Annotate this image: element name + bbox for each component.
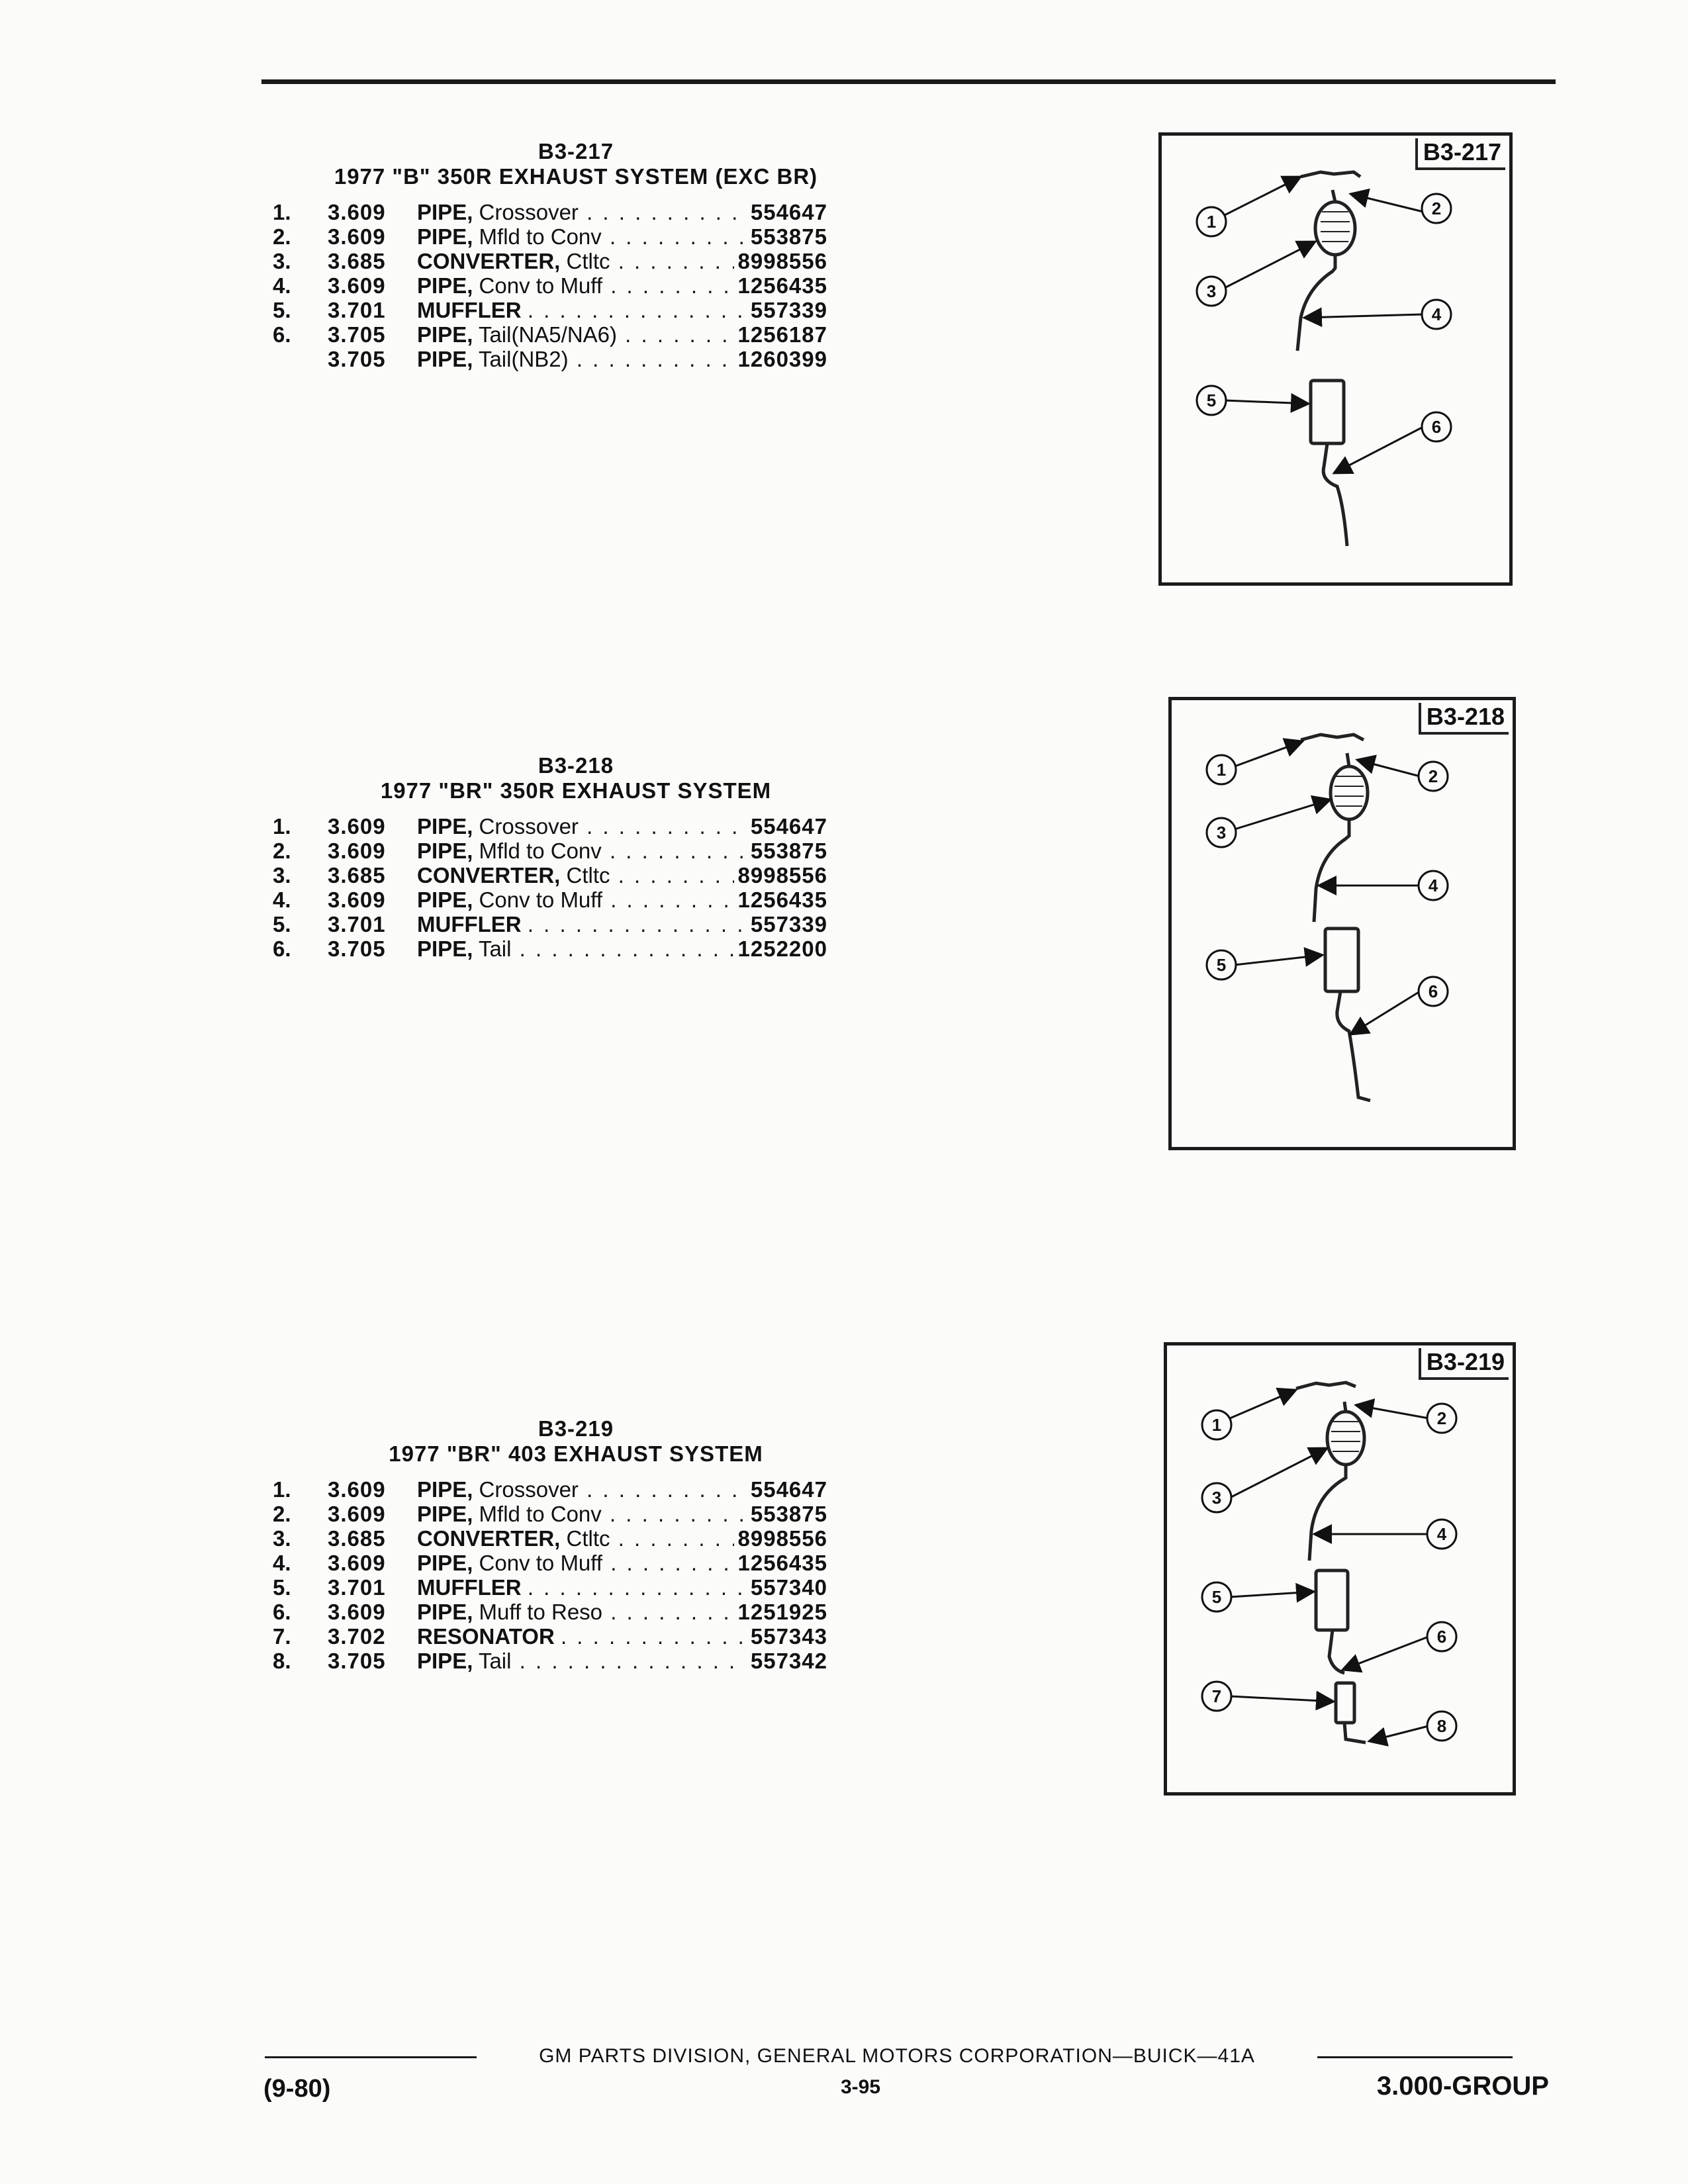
item-number: 6. bbox=[273, 1600, 291, 1624]
exhaust-system-illustration bbox=[1172, 700, 1513, 1147]
callout-label: 5 bbox=[1216, 955, 1227, 975]
item-description: PIPE, Conv to Muff . . . bbox=[417, 887, 827, 912]
item-number: 3. bbox=[273, 1526, 291, 1551]
part-number: 1256435 bbox=[734, 1551, 827, 1575]
group-number: 3.609 bbox=[328, 814, 386, 839]
figure-label: B3-219 bbox=[1419, 1348, 1509, 1380]
exhaust-system-illustration bbox=[1162, 136, 1509, 582]
callout-label: 8 bbox=[1436, 1716, 1447, 1736]
group-number: 3.705 bbox=[328, 322, 386, 347]
part-number: 1252200 bbox=[734, 936, 827, 961]
group-number: 3.609 bbox=[328, 1600, 386, 1624]
group-number: 3.609 bbox=[328, 1477, 386, 1502]
section-title: 1977 "BR" 403 EXHAUST SYSTEM bbox=[389, 1441, 763, 1466]
callout-label: 3 bbox=[1216, 823, 1227, 842]
group-number: 3.609 bbox=[328, 200, 386, 224]
footer-publisher: GM PARTS DIVISION, GENERAL MOTORS CORPORATION—BUICK—41A bbox=[477, 2045, 1317, 2068]
part-number: 1260399 bbox=[734, 347, 827, 371]
footer-rule-right bbox=[1317, 2056, 1513, 2058]
item-description: PIPE, Conv to Muff . . . bbox=[417, 273, 827, 298]
item-number: 5. bbox=[273, 912, 291, 936]
part-number: 8998556 bbox=[734, 1526, 827, 1551]
item-description: PIPE, Tail . . . bbox=[417, 936, 827, 961]
exhaust-diagram-b3-217 bbox=[1158, 132, 1513, 586]
callout-label: 6 bbox=[1431, 417, 1442, 437]
footer-date: (9-80) bbox=[263, 2075, 331, 2103]
item-number: 1. bbox=[273, 814, 291, 839]
part-number: 8998556 bbox=[734, 863, 827, 887]
top-rule bbox=[261, 79, 1556, 84]
part-number: 553875 bbox=[747, 224, 827, 249]
callout-label: 5 bbox=[1206, 390, 1217, 410]
group-number: 3.705 bbox=[328, 347, 386, 371]
item-description: PIPE, Tail(NB2) . . . bbox=[417, 347, 827, 371]
item-description: CONVERTER, Ctltc . . . bbox=[417, 249, 827, 273]
group-number: 3.705 bbox=[328, 936, 386, 961]
part-number: 553875 bbox=[747, 839, 827, 863]
item-description: PIPE, Muff to Reso . . . bbox=[417, 1600, 827, 1624]
callout-label: 3 bbox=[1211, 1488, 1222, 1508]
crossover-pipe-shape bbox=[1301, 172, 1360, 177]
exhaust-diagram-b3-218 bbox=[1168, 697, 1516, 1150]
part-number: 557339 bbox=[747, 298, 827, 322]
section-code: B3-219 bbox=[538, 1416, 614, 1441]
item-number: 1. bbox=[273, 200, 291, 224]
exhaust-diagram-b3-219 bbox=[1164, 1342, 1516, 1796]
item-number: 7. bbox=[273, 1624, 291, 1649]
item-description: PIPE, Crossover . . . bbox=[417, 200, 827, 224]
group-number: 3.609 bbox=[328, 1502, 386, 1526]
callout-label: 1 bbox=[1211, 1415, 1222, 1435]
callout-label: 5 bbox=[1211, 1587, 1222, 1607]
group-number: 3.701 bbox=[328, 912, 386, 936]
group-number: 3.685 bbox=[328, 1526, 386, 1551]
section-title: 1977 "BR" 350R EXHAUST SYSTEM bbox=[380, 778, 772, 803]
item-description: PIPE, Crossover . . . bbox=[417, 1477, 827, 1502]
item-number: 4. bbox=[273, 887, 291, 912]
callout-label: 7 bbox=[1211, 1686, 1222, 1706]
item-number: 8. bbox=[273, 1649, 291, 1673]
item-number: 2. bbox=[273, 224, 291, 249]
item-number: 3. bbox=[273, 249, 291, 273]
part-number: 557339 bbox=[747, 912, 827, 936]
figure-label: B3-217 bbox=[1415, 138, 1505, 170]
callout-label: 4 bbox=[1436, 1524, 1447, 1544]
callout-label: 4 bbox=[1431, 304, 1442, 324]
item-description: CONVERTER, Ctltc . . . bbox=[417, 863, 827, 887]
item-description: MUFFLER . . . bbox=[417, 1575, 827, 1600]
exhaust-system-illustration bbox=[1167, 1345, 1513, 1792]
callout-label: 1 bbox=[1216, 760, 1227, 780]
group-number: 3.685 bbox=[328, 863, 386, 887]
part-number: 1251925 bbox=[734, 1600, 827, 1624]
part-number: 554647 bbox=[747, 814, 827, 839]
item-description: MUFFLER . . . bbox=[417, 912, 827, 936]
item-number: 4. bbox=[273, 273, 291, 298]
part-number: 8998556 bbox=[734, 249, 827, 273]
item-number: 3. bbox=[273, 863, 291, 887]
part-number: 557342 bbox=[747, 1649, 827, 1673]
item-description: RESONATOR . . . bbox=[417, 1624, 827, 1649]
group-number: 3.705 bbox=[328, 1649, 386, 1673]
figure-label: B3-218 bbox=[1419, 703, 1509, 735]
footer-rule-left bbox=[265, 2056, 483, 2058]
item-description: PIPE, Mfld to Conv . . . bbox=[417, 224, 827, 249]
item-description: MUFFLER . . . bbox=[417, 298, 827, 322]
item-number: 5. bbox=[273, 1575, 291, 1600]
item-number: 4. bbox=[273, 1551, 291, 1575]
group-number: 3.701 bbox=[328, 298, 386, 322]
callout-label: 2 bbox=[1436, 1408, 1447, 1428]
group-number: 3.609 bbox=[328, 273, 386, 298]
group-number: 3.685 bbox=[328, 249, 386, 273]
part-number: 554647 bbox=[747, 1477, 827, 1502]
item-description: PIPE, Mfld to Conv . . . bbox=[417, 839, 827, 863]
callout-label: 2 bbox=[1431, 199, 1442, 218]
item-number: 6. bbox=[273, 936, 291, 961]
callout-label: 6 bbox=[1428, 981, 1438, 1001]
callout-label: 3 bbox=[1206, 281, 1217, 301]
item-description: PIPE, Crossover . . . bbox=[417, 814, 827, 839]
page-number: 3-95 bbox=[840, 2076, 881, 2098]
group-number: 3.701 bbox=[328, 1575, 386, 1600]
part-number: 557340 bbox=[747, 1575, 827, 1600]
group-number: 3.609 bbox=[328, 224, 386, 249]
item-description: CONVERTER, Ctltc . . . bbox=[417, 1526, 827, 1551]
section-title: 1977 "B" 350R EXHAUST SYSTEM (EXC BR) bbox=[334, 164, 818, 189]
item-description: PIPE, Tail . . . bbox=[417, 1649, 827, 1673]
section-code: B3-218 bbox=[538, 753, 614, 778]
section-code: B3-217 bbox=[538, 139, 614, 163]
part-number: 554647 bbox=[747, 200, 827, 224]
callout-label: 2 bbox=[1428, 766, 1438, 786]
part-number: 1256435 bbox=[734, 887, 827, 912]
item-description: PIPE, Tail(NA5/NA6) . . . bbox=[417, 322, 827, 347]
callout-label: 4 bbox=[1428, 876, 1438, 895]
item-description: PIPE, Conv to Muff . . . bbox=[417, 1551, 827, 1575]
part-number: 553875 bbox=[747, 1502, 827, 1526]
footer-group: 3.000-GROUP bbox=[1376, 2071, 1549, 2101]
callout-label: 6 bbox=[1436, 1627, 1447, 1647]
item-number: 1. bbox=[273, 1477, 291, 1502]
item-number: 2. bbox=[273, 1502, 291, 1526]
item-description: PIPE, Mfld to Conv . . . bbox=[417, 1502, 827, 1526]
group-number: 3.609 bbox=[328, 839, 386, 863]
callout-label: 1 bbox=[1206, 212, 1217, 232]
group-number: 3.609 bbox=[328, 1551, 386, 1575]
item-number: 6. bbox=[273, 322, 291, 347]
part-number: 1256187 bbox=[734, 322, 827, 347]
part-number: 1256435 bbox=[734, 273, 827, 298]
group-number: 3.702 bbox=[328, 1624, 386, 1649]
item-number: 5. bbox=[273, 298, 291, 322]
item-number: 2. bbox=[273, 839, 291, 863]
group-number: 3.609 bbox=[328, 887, 386, 912]
part-number: 557343 bbox=[747, 1624, 827, 1649]
